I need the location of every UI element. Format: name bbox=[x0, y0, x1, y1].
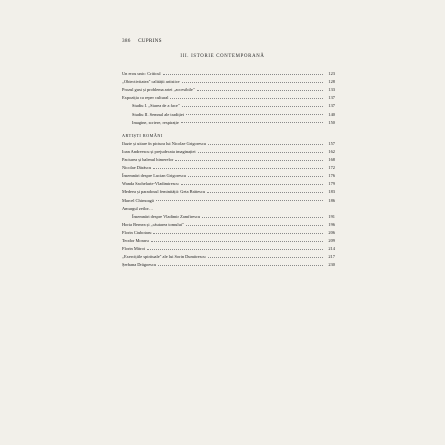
toc-entry-page: 183 bbox=[328, 189, 335, 195]
toc-entry-page: 123 bbox=[328, 71, 335, 77]
toc-entry-title: „Exercițiile spirituale" ale lui Sorin Dumitrescu bbox=[122, 254, 206, 260]
leader-dots bbox=[207, 192, 323, 193]
toc-block-artists bbox=[122, 138, 335, 268]
toc-entry-page: 133 bbox=[328, 87, 335, 93]
toc-entry bbox=[122, 186, 335, 194]
leader-dots bbox=[153, 233, 323, 234]
toc-entry-title: Prozul gust și problema artei „accesibile" bbox=[122, 87, 195, 93]
toc-entry-page: 137 bbox=[328, 95, 335, 101]
leader-dots bbox=[181, 122, 323, 123]
running-header bbox=[122, 38, 162, 44]
toc-entry-title: Amurgul zeilor… bbox=[122, 205, 154, 211]
leader-dots bbox=[197, 90, 323, 91]
toc-entry bbox=[122, 92, 335, 100]
leader-dots bbox=[182, 106, 323, 107]
toc-entry-title: Marcel Chirnoagă bbox=[122, 197, 154, 203]
toc-entry bbox=[122, 219, 335, 227]
leader-dots bbox=[188, 176, 323, 177]
leader-dots bbox=[182, 82, 323, 83]
toc-entry-title: „Obiectivitatea" calității artistice bbox=[122, 79, 180, 85]
toc-entry bbox=[122, 146, 335, 154]
toc-entry-title: Nicolae Dărăscu bbox=[122, 165, 152, 171]
toc-entry bbox=[122, 178, 335, 186]
toc-entry-title: Horia Bernea și „căutarea tomului" bbox=[122, 221, 184, 227]
toc-entry bbox=[122, 194, 335, 202]
toc-entry bbox=[122, 259, 335, 267]
toc-entry bbox=[122, 138, 335, 146]
table-of-contents bbox=[122, 68, 335, 267]
toc-entry-page: 196 bbox=[328, 221, 335, 227]
toc-entry-page: 217 bbox=[328, 254, 335, 260]
toc-entry bbox=[122, 251, 335, 259]
leader-dots bbox=[151, 241, 323, 242]
leader-dots bbox=[153, 168, 323, 169]
toc-block-essays bbox=[122, 68, 335, 125]
toc-entry bbox=[122, 117, 335, 125]
leader-dots bbox=[208, 144, 323, 145]
leader-dots bbox=[208, 257, 323, 258]
toc-entry-page: 176 bbox=[328, 173, 335, 179]
toc-entry bbox=[122, 108, 335, 116]
header-title: CUPRINS bbox=[138, 38, 162, 44]
toc-entry bbox=[122, 162, 335, 170]
toc-entry-page: 140 bbox=[328, 111, 335, 117]
toc-entry-page: 150 bbox=[328, 119, 335, 125]
leader-dots bbox=[156, 200, 323, 201]
leader-dots bbox=[181, 184, 323, 185]
toc-entry-page: 191 bbox=[328, 213, 335, 219]
toc-entry-page: 172 bbox=[328, 165, 335, 171]
toc-entry bbox=[122, 243, 335, 251]
toc-entry-page: 162 bbox=[328, 148, 335, 154]
toc-entry-title: Wanda Sachelarie-Vladimirescu bbox=[122, 181, 179, 187]
leader-dots bbox=[158, 265, 323, 266]
toc-entry-title: Paciurea și balenul himerelor bbox=[122, 157, 174, 163]
toc-entry-title: Florin Ciubotaru bbox=[122, 229, 152, 235]
toc-entry-title: Ioan Andreescu și prejudecata imaginației bbox=[122, 148, 196, 154]
leader-dots bbox=[147, 249, 323, 250]
toc-entry-page: 209 bbox=[328, 237, 335, 243]
toc-entry-page: 157 bbox=[328, 140, 335, 146]
toc-entry bbox=[122, 76, 335, 84]
toc-entry-page: 206 bbox=[328, 229, 335, 235]
toc-entry-title: Însemnări despre Lucian Grigorescu bbox=[122, 173, 187, 179]
toc-entry-title: Imagine, scriere, respirație bbox=[132, 119, 179, 125]
toc-entry-page: 128 bbox=[328, 79, 335, 85]
leader-dots bbox=[198, 152, 323, 153]
toc-entry-title: Teodor Moraru bbox=[122, 237, 149, 243]
toc-entry bbox=[122, 154, 335, 162]
toc-entry-title: Studiu I. „Starea de a face" bbox=[132, 103, 180, 109]
section-title: III. ISTORIE CONTEMPORANĂ bbox=[180, 54, 265, 59]
toc-entry-page: 168 bbox=[328, 157, 335, 163]
toc-entry bbox=[122, 68, 335, 76]
toc-entry-page: 230 bbox=[328, 262, 335, 268]
toc-entry-page: 179 bbox=[328, 181, 335, 187]
toc-entry-title: Medeea și paradoxul feminității: Geta Brătescu bbox=[122, 189, 206, 195]
toc-entry bbox=[122, 211, 335, 219]
toc-entry bbox=[122, 170, 335, 178]
toc-entry-title: Iluzie și uitare în pictura lui Nicolae Grigorescu bbox=[122, 140, 207, 146]
leader-dots bbox=[170, 98, 323, 99]
toc-entry-page: 214 bbox=[328, 246, 335, 252]
toc-entry bbox=[122, 235, 335, 243]
toc-entry-title: Însemnări despre Vladimir Zamfirescu bbox=[132, 213, 201, 219]
leader-dots bbox=[202, 217, 323, 218]
leader-dots bbox=[186, 225, 323, 226]
toc-entry-title: Florin Mitroi bbox=[122, 246, 146, 252]
leader-dots bbox=[186, 114, 323, 115]
toc-subheading: ARTIȘTI ROMÂNI bbox=[122, 132, 163, 138]
toc-entry-title: Expoziția ca reper cultural bbox=[122, 95, 169, 101]
leader-dots bbox=[163, 74, 323, 75]
toc-entry bbox=[122, 227, 335, 235]
page-number: 386 bbox=[122, 38, 131, 44]
toc-entry-page: 186 bbox=[328, 197, 335, 203]
toc-entry-title: Studiu II. Semnul ale tradiției bbox=[132, 111, 185, 117]
toc-entry bbox=[122, 100, 335, 108]
toc-entry-title: Șerbana Drăgoescu bbox=[122, 262, 157, 268]
toc-entry-page: 137 bbox=[328, 103, 335, 109]
toc-entry bbox=[122, 84, 335, 92]
toc-entry-title: Un erou unic: Criticul bbox=[122, 71, 161, 77]
leader-dots bbox=[175, 160, 323, 161]
toc-entry bbox=[122, 203, 335, 211]
